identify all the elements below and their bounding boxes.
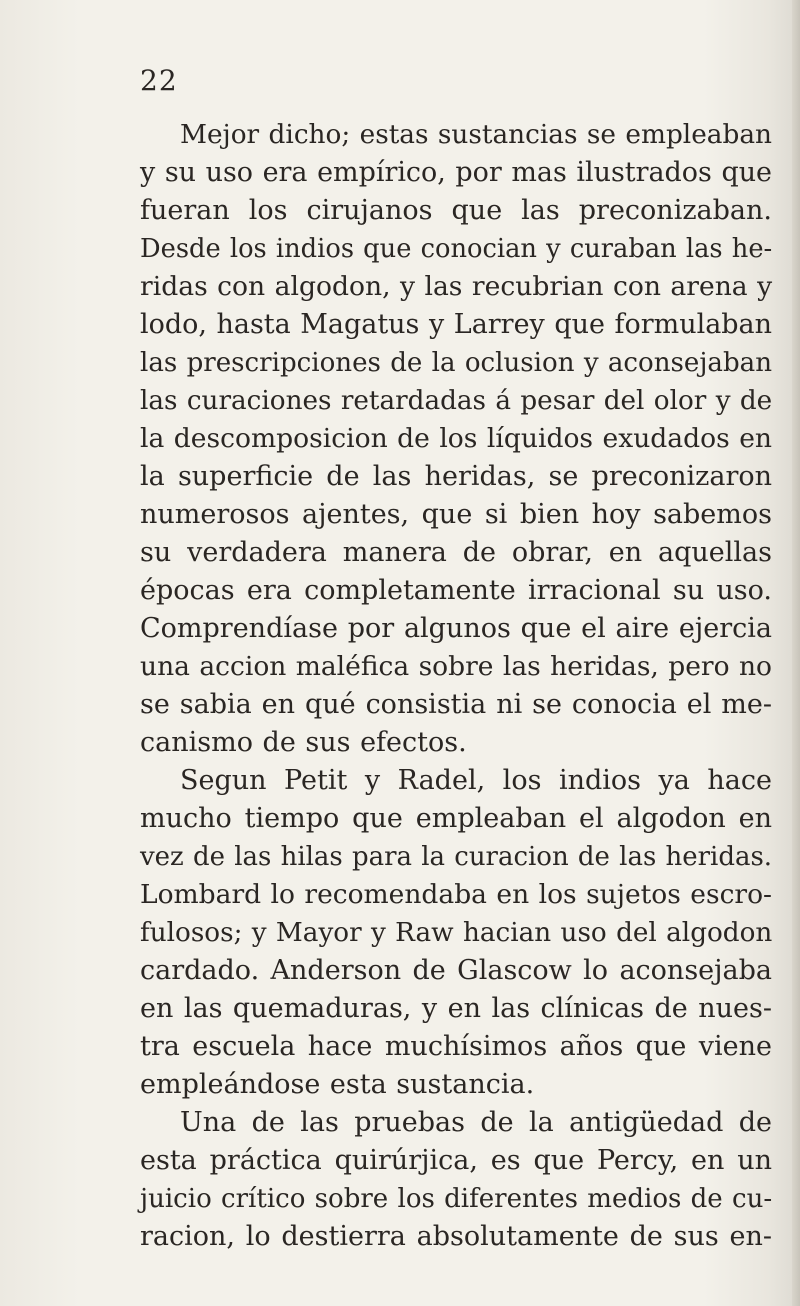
text-line: la superficie de las heridas, se preconizaron xyxy=(140,461,772,492)
text-line: su verdadera manera de obrar, en aquellas xyxy=(140,537,772,568)
text-line: esta práctica quirúrjica, es que Percy, en un xyxy=(140,1145,772,1176)
text-line: Mejor dicho; estas sustancias se empleaban xyxy=(180,120,772,150)
text-line: Segun Petit y Radel, los indios ya hace xyxy=(180,765,772,796)
text-line: vez de las hilas para la curacion de las heridas. xyxy=(140,842,773,872)
text-line: épocas era completamente irracional su uso. xyxy=(140,575,772,606)
body-text xyxy=(140,116,772,1256)
text-line: la descomposicion de los líquidos exudados en xyxy=(140,423,772,454)
page-edge xyxy=(792,0,800,1306)
text-line: se sabia en qué consistia ni se conocia el me- xyxy=(140,689,772,720)
text-line: numerosos ajentes, que si bien hoy sabemos xyxy=(140,499,772,530)
text-line: fueran los cirujanos que las preconizaban. xyxy=(140,195,772,226)
text-line: ridas con algodon, y las recubrian con arena y xyxy=(140,271,773,302)
text-line: mucho tiempo que empleaban el algodon en xyxy=(140,803,772,834)
text-line: tra escuela hace muchísimos años que viene xyxy=(140,1031,772,1062)
text-line: y su uso era empírico, por mas ilustrados que xyxy=(140,157,772,188)
text-line: fulosos; y Mayor y Raw hacian uso del algodon xyxy=(140,918,773,948)
text-line: Desde los indios que conocian y curaban las he- xyxy=(140,234,773,264)
text-line: racion, lo destierra absolutamente de sus en- xyxy=(140,1221,772,1252)
text-line: Lombard lo recomendaba en los sujetos escro- xyxy=(140,879,772,910)
text-line: en las quemaduras, y en las clínicas de nues- xyxy=(140,993,772,1024)
text-line: una accion maléfica sobre las heridas, pero no xyxy=(140,651,772,682)
text-line: Comprendíase por algunos que el aire ejercia xyxy=(140,613,772,644)
page-number: 22 xyxy=(140,64,178,97)
text-line: las curaciones retardadas á pesar del olor y de xyxy=(140,386,773,416)
text-line: Una de las pruebas de la antigüedad de xyxy=(180,1107,772,1138)
text-line: canismo de sus efectos. xyxy=(140,727,467,758)
text-line: las prescripciones de la oclusion y aconsejaban xyxy=(140,348,772,378)
text-line: empleándose esta sustancia. xyxy=(140,1069,535,1100)
text-line: juicio crítico sobre los diferentes medios de cu- xyxy=(140,1184,773,1214)
text-line: cardado. Anderson de Glascow lo aconsejaba xyxy=(140,955,772,986)
text-line: lodo, hasta Magatus y Larrey que formulaban xyxy=(140,309,772,340)
